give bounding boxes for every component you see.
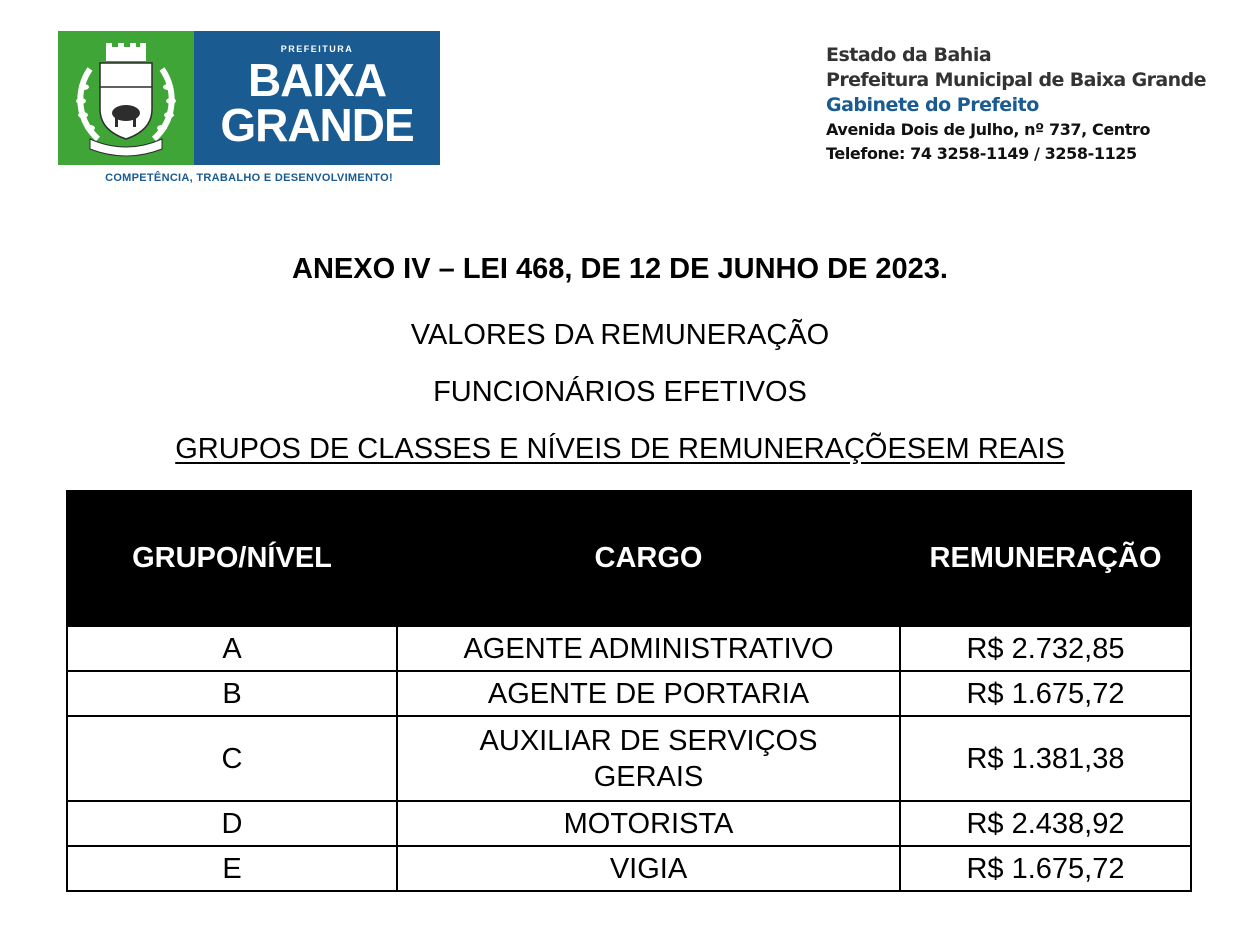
logo-blue-panel	[194, 31, 440, 165]
header-role: CARGO	[397, 491, 900, 626]
address: Avenida Dois de Julho, nº 737, Centro	[826, 120, 1151, 139]
remuneration-table	[66, 490, 1192, 892]
cell-pay: R$ 2.732,85	[900, 626, 1191, 671]
coat-of-arms-icon	[68, 39, 184, 157]
cell-role: MOTORISTA	[397, 801, 900, 846]
table-header-row	[67, 491, 1191, 626]
annex-title: ANEXO IV – LEI 468, DE 12 DE JUNHO DE 2023.	[292, 253, 948, 285]
cell-role: VIGIA	[397, 846, 900, 891]
table-row	[67, 801, 1191, 846]
cell-group: A	[67, 626, 397, 671]
cell-pay: R$ 1.675,72	[900, 846, 1191, 891]
header-group-level: GRUPO/NÍVEL	[67, 491, 397, 626]
state-name: Estado da Bahia	[826, 44, 992, 66]
prefecture-logo	[58, 31, 440, 165]
cell-role: AGENTE DE PORTARIA	[397, 671, 900, 716]
cell-group: E	[67, 846, 397, 891]
cell-group: B	[67, 671, 397, 716]
table-row	[67, 626, 1191, 671]
cell-role: AUXILIAR DE SERVIÇOS GERAIS	[397, 716, 900, 801]
cell-role: AGENTE ADMINISTRATIVO	[397, 626, 900, 671]
logo-city-line1: BAIXA	[247, 54, 387, 106]
logo-prefeitura-text: PREFEITURA	[280, 44, 354, 54]
table-row	[67, 716, 1191, 801]
logo-slogan: COMPETÊNCIA, TRABALHO E DESENVOLVIMENTO!	[105, 172, 393, 184]
cell-pay: R$ 1.675,72	[900, 671, 1191, 716]
phone: Telefone: 74 3258-1149 / 3258-1125	[826, 144, 1137, 163]
table-row	[67, 671, 1191, 716]
cell-pay: R$ 2.438,92	[900, 801, 1191, 846]
table-row	[67, 846, 1191, 891]
logo-city-line2: GRANDE	[220, 99, 414, 151]
cell-group: D	[67, 801, 397, 846]
values-subtitle: VALORES DA REMUNERAÇÃO	[410, 319, 830, 351]
prefecture-name: Prefeitura Municipal de Baixa Grande	[826, 69, 1206, 91]
letterhead-info	[826, 43, 1206, 166]
logo-green-panel	[58, 31, 194, 165]
groups-subtitle: GRUPOS DE CLASSES E NÍVEIS DE REMUNERAÇÕESEM REAIS	[175, 433, 1065, 465]
staff-subtitle: FUNCIONÁRIOS EFETIVOS	[433, 376, 807, 408]
cell-group: C	[67, 716, 397, 801]
cell-pay: R$ 1.381,38	[900, 716, 1191, 801]
header-remuneration: REMUNERAÇÃO	[900, 491, 1191, 626]
office-name: Gabinete do Prefeito	[826, 94, 1039, 116]
